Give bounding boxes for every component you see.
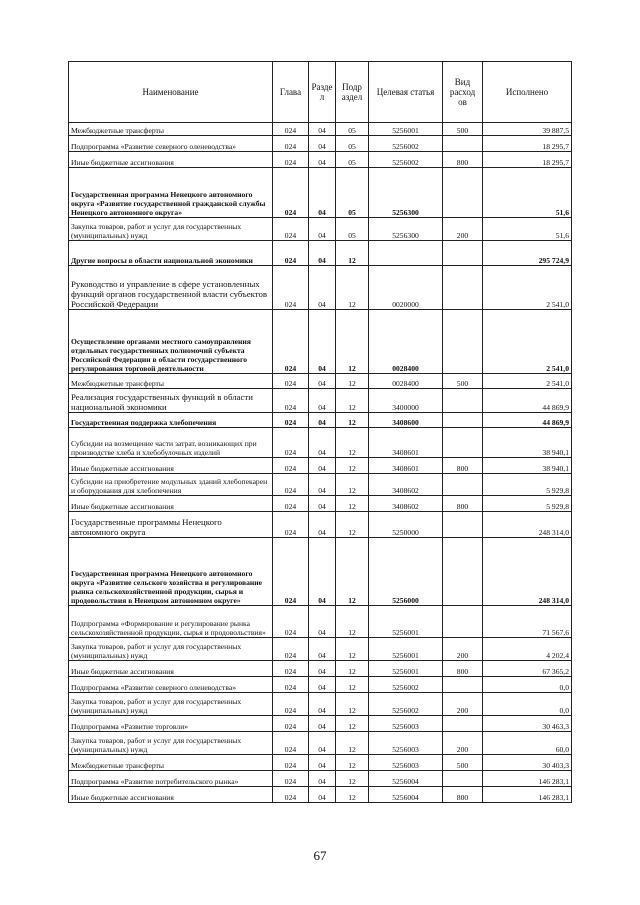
row-target: 5256002 [369,152,443,168]
row-glava: 024 [273,677,309,693]
row-name: Субсидии на приобретение модульных зданий хлебопекарен и оборудования для хлебопечения [69,474,273,496]
row-executed: 5 929,8 [483,496,572,512]
row-target: 5256002 [369,693,443,716]
row-target: 5256003 [369,732,443,755]
page-number: 67 [313,848,327,863]
row-target: 5256003 [369,755,443,771]
row-name: Осуществление органами местного самоуправления отдельных государственных полномочий субъекта Российской Федерации в области государственного регулирования торговой деятельности [69,310,273,374]
table-row [69,606,572,638]
table-row [69,787,572,803]
row-name: Закупка товаров, работ и услуг для государственных (муниципальных) нужд [69,693,273,716]
row-vid [443,413,483,428]
row-razdel: 04 [309,218,336,241]
row-glava: 024 [273,732,309,755]
row-vid: 200 [443,693,483,716]
row-podrazdel: 12 [336,638,369,661]
row-glava: 024 [273,496,309,512]
row-vid: 800 [443,458,483,474]
row-podrazdel: 12 [336,413,369,428]
row-podrazdel: 12 [336,310,369,374]
table-row [69,266,572,310]
row-name: Руководство и управление в сфере установленных функций органов государственной власти субъектов Российской Федерации [69,266,273,310]
row-vid [443,538,483,606]
row-executed: 5 929,8 [483,474,572,496]
row-razdel: 04 [309,661,336,677]
row-glava: 024 [273,218,309,241]
row-glava: 024 [273,474,309,496]
row-name: Иные бюджетные ассигнования [69,787,273,803]
table-row [69,693,572,716]
row-executed: 30 403,3 [483,755,572,771]
row-glava: 024 [273,310,309,374]
table-row [69,152,572,168]
row-vid [443,716,483,732]
row-razdel: 04 [309,413,336,428]
row-podrazdel: 12 [336,732,369,755]
row-razdel: 04 [309,310,336,374]
row-name: Государственные программы Ненецкого автономного округа [69,512,273,538]
table-row [69,241,572,266]
row-vid [443,677,483,693]
row-name: Подпрограмма «Развитие торговли» [69,716,273,732]
row-podrazdel: 12 [336,716,369,732]
row-target: 3408602 [369,474,443,496]
row-razdel: 04 [309,677,336,693]
row-vid [443,512,483,538]
row-executed: 0,0 [483,677,572,693]
row-razdel: 04 [309,241,336,266]
row-executed: 60,0 [483,732,572,755]
row-razdel: 04 [309,755,336,771]
row-razdel: 04 [309,136,336,152]
table-row [69,677,572,693]
row-podrazdel: 12 [336,496,369,512]
table-row [69,716,572,732]
row-name: Иные бюджетные ассигнования [69,152,273,168]
row-name: Государственная поддержка хлебопечения [69,413,273,428]
row-razdel: 04 [309,693,336,716]
row-executed: 2 541,0 [483,266,572,310]
row-executed: 39 887,5 [483,123,572,136]
row-glava: 024 [273,136,309,152]
table-row [69,428,572,458]
row-podrazdel: 12 [336,241,369,266]
row-target: 5256300 [369,168,443,218]
row-glava: 024 [273,661,309,677]
row-target: 0028400 [369,310,443,374]
row-razdel: 04 [309,538,336,606]
row-target [369,241,443,266]
row-name: Субсидии на возмещение части затрат, возникающих при производстве хлеба и хлебобулочных изделий [69,428,273,458]
table-row [69,310,572,374]
row-name: Подпрограмма «Развитие потребительского рынка» [69,771,273,787]
table-row [69,389,572,413]
row-glava: 024 [273,787,309,803]
table-row [69,413,572,428]
row-glava: 024 [273,413,309,428]
row-name: Межбюджетные трансферты [69,123,273,136]
row-razdel: 04 [309,152,336,168]
row-name: Межбюджетные трансферты [69,755,273,771]
row-glava: 024 [273,512,309,538]
row-glava: 024 [273,716,309,732]
table-row [69,123,572,136]
row-vid: 800 [443,152,483,168]
row-podrazdel: 05 [336,123,369,136]
row-podrazdel: 12 [336,266,369,310]
row-razdel: 04 [309,168,336,218]
row-razdel: 04 [309,123,336,136]
row-glava: 024 [273,152,309,168]
row-name: Подпрограмма «Формирование и регулирование рынка сельскохозяйственной продукции, сырья и продовольствия» [69,606,273,638]
row-target: 5256002 [369,136,443,152]
row-razdel: 04 [309,374,336,389]
table-row [69,755,572,771]
row-vid [443,389,483,413]
row-glava: 024 [273,771,309,787]
row-target: 5256001 [369,123,443,136]
row-glava: 024 [273,755,309,771]
header-glava: Глава [273,62,309,123]
table-row [69,218,572,241]
row-podrazdel: 05 [336,136,369,152]
row-vid [443,606,483,638]
row-glava: 024 [273,606,309,638]
row-name: Иные бюджетные ассигнования [69,496,273,512]
row-vid [443,266,483,310]
row-podrazdel: 12 [336,428,369,458]
row-glava: 024 [273,266,309,310]
row-target: 5256004 [369,771,443,787]
table-row [69,732,572,755]
row-name: Иные бюджетные ассигнования [69,661,273,677]
row-vid [443,168,483,218]
row-razdel: 04 [309,638,336,661]
row-executed: 18 295,7 [483,136,572,152]
row-razdel: 04 [309,266,336,310]
row-executed: 44 869,9 [483,389,572,413]
row-target: 3408600 [369,413,443,428]
row-podrazdel: 12 [336,606,369,638]
row-name: Закупка товаров, работ и услуг для государственных (муниципальных) нужд [69,218,273,241]
header-razdel: Разде л [309,62,336,123]
row-name: Реализация государственных функций в области национальной экономики [69,389,273,413]
row-target: 5256004 [369,787,443,803]
table-row [69,458,572,474]
header-podrazdel: Подр аздел [336,62,369,123]
row-executed: 67 365,2 [483,661,572,677]
row-target: 5256002 [369,677,443,693]
row-vid [443,428,483,458]
row-vid: 500 [443,374,483,389]
table-row [69,661,572,677]
row-glava: 024 [273,374,309,389]
row-target: 0020000 [369,266,443,310]
table-row [69,512,572,538]
row-podrazdel: 12 [336,374,369,389]
row-name: Иные бюджетные ассигнования [69,458,273,474]
row-target: 5256000 [369,538,443,606]
row-vid: 200 [443,732,483,755]
row-executed: 38 940,1 [483,428,572,458]
table-row [69,638,572,661]
row-vid: 500 [443,123,483,136]
row-executed: 18 295,7 [483,152,572,168]
row-executed: 146 283,1 [483,771,572,787]
row-podrazdel: 05 [336,218,369,241]
row-target: 5256001 [369,661,443,677]
row-razdel: 04 [309,458,336,474]
row-target: 5250000 [369,512,443,538]
row-executed: 38 940,1 [483,458,572,474]
row-vid: 800 [443,787,483,803]
row-executed: 146 283,1 [483,787,572,803]
row-podrazdel: 12 [336,677,369,693]
row-executed: 295 724,9 [483,241,572,266]
row-podrazdel: 12 [336,389,369,413]
row-glava: 024 [273,428,309,458]
row-podrazdel: 12 [336,771,369,787]
row-name: Межбюджетные трансферты [69,374,273,389]
row-target: 5256003 [369,716,443,732]
row-name: Другие вопросы в области национальной экономики [69,241,273,266]
row-name: Подпрограмма «Развитие северного оленеводства» [69,136,273,152]
row-glava: 024 [273,389,309,413]
row-podrazdel: 12 [336,693,369,716]
row-executed: 0,0 [483,693,572,716]
row-executed: 2 541,0 [483,310,572,374]
row-razdel: 04 [309,474,336,496]
row-vid: 800 [443,661,483,677]
row-name: Подпрограмма «Развитие северного оленеводства» [69,677,273,693]
row-podrazdel: 05 [336,168,369,218]
row-razdel: 04 [309,732,336,755]
row-executed: 2 541,0 [483,374,572,389]
row-razdel: 04 [309,512,336,538]
row-executed: 30 463,3 [483,716,572,732]
row-razdel: 04 [309,771,336,787]
table-row [69,168,572,218]
header-expense-type: Вид расход ов [443,62,483,123]
row-target: 0028400 [369,374,443,389]
table-row [69,474,572,496]
row-podrazdel: 12 [336,512,369,538]
row-glava: 024 [273,123,309,136]
row-vid [443,310,483,374]
row-podrazdel: 12 [336,474,369,496]
row-name: Закупка товаров, работ и услуг для государственных (муниципальных) нужд [69,732,273,755]
row-executed: 51,6 [483,168,572,218]
row-target: 3408602 [369,496,443,512]
row-glava: 024 [273,638,309,661]
row-vid [443,771,483,787]
row-razdel: 04 [309,787,336,803]
row-glava: 024 [273,693,309,716]
row-podrazdel: 12 [336,787,369,803]
row-target: 3400000 [369,389,443,413]
row-target: 3408601 [369,428,443,458]
row-executed: 44 869,9 [483,413,572,428]
row-glava: 024 [273,538,309,606]
table-row [69,496,572,512]
row-vid: 200 [443,218,483,241]
header-executed: Исполнено [483,62,572,123]
row-executed: 248 314,0 [483,512,572,538]
row-razdel: 04 [309,606,336,638]
row-vid [443,474,483,496]
row-razdel: 04 [309,716,336,732]
row-target: 5256001 [369,638,443,661]
table-row [69,771,572,787]
row-vid: 200 [443,638,483,661]
row-razdel: 04 [309,389,336,413]
table-row [69,538,572,606]
row-executed: 71 567,6 [483,606,572,638]
row-vid: 800 [443,496,483,512]
row-podrazdel: 12 [336,661,369,677]
row-vid: 500 [443,755,483,771]
row-podrazdel: 12 [336,458,369,474]
row-podrazdel: 05 [336,152,369,168]
row-razdel: 04 [309,496,336,512]
header-target-article: Целевая статья [369,62,443,123]
row-target: 5256300 [369,218,443,241]
row-podrazdel: 12 [336,755,369,771]
table-header-row [69,62,572,123]
row-executed: 51,6 [483,218,572,241]
row-target: 3408601 [369,458,443,474]
row-glava: 024 [273,241,309,266]
header-name: Наименование [69,62,273,123]
row-razdel: 04 [309,428,336,458]
budget-table [68,61,572,803]
row-podrazdel: 12 [336,538,369,606]
row-name: Закупка товаров, работ и услуг для государственных (муниципальных) нужд [69,638,273,661]
table-row [69,374,572,389]
row-executed: 4 202,4 [483,638,572,661]
row-executed: 248 314,0 [483,538,572,606]
row-vid [443,241,483,266]
row-vid [443,136,483,152]
row-name: Государственная программа Ненецкого автономного округа «Развитие сельского хозяйства и регулирование рынка сельскохозяйственной продукции, сырья и продовольствия в Ненецком автономном округе» [69,538,273,606]
row-target: 5256001 [369,606,443,638]
row-glava: 024 [273,458,309,474]
row-name: Государственная программа Ненецкого автономного округа «Развитие государственной гражданской службы Ненецкого автономного округа» [69,168,273,218]
table-row [69,136,572,152]
row-glava: 024 [273,168,309,218]
